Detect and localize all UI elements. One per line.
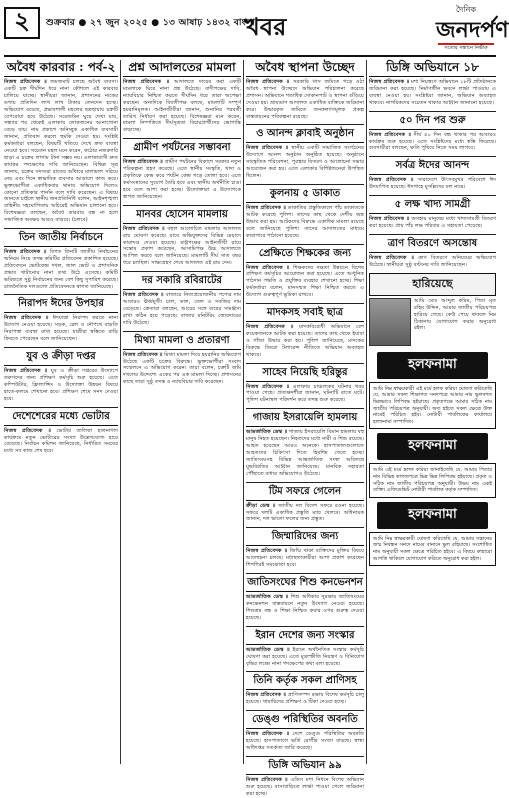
article — [246, 486, 364, 524]
article-body — [369, 255, 496, 269]
article-divider — [246, 124, 364, 125]
article-dateline: আন্তর্জাতিক ডেস্ক ॥ — [246, 429, 288, 436]
article-text: গ্রামীণ পর্যটনের বিকাশে সরকার নতুন পরিকল্পনা গ্রহণ করেছে। এতে স্থানীয় সংস্কৃতি, খাদ্য ও প্রকৃতিকে কেন্দ্র করে পর্যটন কেন্দ্র গড়ে তোলা হবে। এতে কর্মসংস্থানের সুযোগ তৈরি হবে এবং স্থানীয় অর্থনীতি চাঙা হবে বলে আশা করা হচ্ছে। উদ্যোক্তারা এ উদ্যোগকে স্বাগত জানিয়েছেন। — [123, 159, 242, 200]
article-divider — [246, 363, 364, 364]
article — [246, 60, 364, 120]
article-divider — [4, 407, 118, 408]
article-dateline: নিজস্ব প্রতিবেদক ॥ — [369, 177, 414, 184]
article-headline: ৫০ দিন পর শুরু — [369, 115, 496, 130]
article-text: দেশে ডেঙ্গু পরিস্থিতির অবনতি হয়েছে। হাসপাতালে ভর্তি রোগীর সংখ্যা বাড়ছে। স্বাস্থ্য অধিদপ্তর সতর্কতা জারি করেছে। — [246, 731, 364, 752]
article-text: শিক্ষকদের দক্ষতা উন্নয়নে বিশেষ প্রশিক্ষণ কর্মসূচির আয়োজন করা হয়েছে। এতে আধুনিক পাঠদান পদ্ধতি ও প্রযুক্তির ব্যবহার শেখানো হচ্ছে। শিক্ষা কর্মকর্তারা বলেন, মানসম্মত শিক্ষা নিশ্চিত করতে এ উদ্যোগ গুরুত্বপূর্ণ ভূমিকা রাখবে। — [246, 264, 364, 299]
article-divider — [123, 205, 241, 206]
article-headline: ডিঙ্গি অভিযানে ১৮ — [369, 60, 496, 77]
article-body — [246, 265, 364, 300]
article-headline: গ্রামীণ পর্যটনের সম্ভাবনা — [123, 142, 241, 157]
article-headline: ও আনন্দ ক্লাবাই অনুষ্ঠান — [246, 128, 364, 143]
article-text: অসহায় মানুষের মধ্যে খাদ্যসামগ্রী বিতরণ করা হয়েছে। প্রায় পাঁচ লক্ষ পরিবার এ সহায়তা পেয়েছে। — [369, 216, 497, 230]
article-dateline: নিজস্ব প্রতিবেদক ॥ — [369, 79, 410, 85]
article — [246, 188, 364, 240]
article-body — [246, 731, 364, 752]
article-text: ঈদযাত্রা নিরাপদ করতে নানা উদ্যোগ নেওয়া হয়েছে। সড়ক, রেল ও নৌপথে বাড়তি নিরাপত্তা ব্যবস্থা রাখা হয়েছে। যাত্রীরা স্বস্তিতে বাড়ি ফিরতে পেরেছেন বলে জানিয়েছেন। — [4, 315, 118, 343]
article-divider — [123, 331, 241, 332]
column-divider — [243, 60, 244, 764]
article-text: শিশু অধিকার সুরক্ষায় জাতিসংঘের কনভেনশন বাস্তবায়নে নতুন উদ্যোগ নেওয়া হয়েছে। শিশুশ্রম বন্ধ ও শিক্ষা নিশ্চিত করার ওপর গুরুত্ব দেওয়া হয়েছে। — [246, 594, 364, 621]
article — [123, 275, 241, 327]
article-body — [246, 429, 364, 477]
article-dateline: নিজস্ব প্রতিবেদক ॥ — [369, 254, 414, 261]
article-headline: ডিঙ্গি অভিযান ৯৯ — [246, 760, 364, 775]
article-headline: টিম সফরে গেলেন — [246, 486, 364, 501]
article-headline: কুলনায় ৫ ডাকাত — [246, 188, 364, 203]
article-text: গাজায় ইসরায়েলি বিমান হামলায় বহু মানুষ নিহত হয়েছেন। নিহতদের মধ্যে নারী ও শিশু রয়েছে। আহত হয়েছেন আরও অনেকে। হাসপাতালগুলোতে আহতদের চিকিৎসা দিতে হিমশিম খেতে হচ্ছে। জাতিসংঘসহ বিভিন্ন আন্তর্জাতিক সংস্থা অবিলম্বে যুদ্ধবিরতির আহ্বান জানিয়েছে। মানবিক সহায়তা পৌঁছাতে বাধার অভিযোগও উঠেছে। — [246, 429, 365, 477]
article-dateline: নিজস্ব প্রতিবেদক ॥ — [123, 225, 165, 232]
article-dateline: নিজস্ব প্রতিবেদক ॥ — [369, 216, 410, 223]
article-body — [246, 205, 364, 240]
article-text: এডিস মশা নিধনে বিশেষ অভিযান শুরু হয়েছে। বাসাবাড়িতে লার্ভা পাওয়া গেলে জরিমানা করা হচ্ছে। — [246, 776, 365, 797]
article-divider — [246, 408, 364, 409]
article-headline: দেশেশেরের মধ্যে ভোটার — [4, 411, 118, 426]
article-divider — [4, 294, 118, 295]
article-dateline: নিজস্ব প্রতিবেদক ॥ — [246, 145, 289, 152]
article-body — [246, 777, 364, 798]
article-divider — [123, 138, 241, 139]
article-text: ইরানে অর্থনৈতিক সংস্কার কর্মসূচি ঘোষণা করা হয়েছে। এতে মুদ্রাস্ফীতি নিয়ন্ত্রণ ও বিনিয়োগ বৃদ্ধির লক্ষ্যে নানা পদক্ষেপের কথা বলা হয়েছে। — [246, 646, 364, 667]
article-body — [246, 503, 364, 524]
article-dateline: নিজস্ব প্রতিবেদক ॥ — [4, 368, 48, 375]
article — [4, 351, 118, 403]
affidavit-notice — [369, 532, 496, 566]
lost-notice-text: আমি মোঃ আব্দুল করিম, পিতা মৃত রহিম উদ্দিন, আমার জাতীয় পরিচয়পত্র হারিয়ে গেছে। কেউ পেয়ে থাকলে নিম্ন ঠিকানায় যোগাযোগ করার অনুরোধ রইল। — [414, 297, 496, 332]
article-text: ডাকাতির প্রস্তুতিকালে পাঁচ ডাকাতকে আটক করেছে পুলিশ। তাদের কাছ থেকে দেশীয় অস্ত্র উদ্ধার করা হয়। আটকদের বিরুদ্ধে একাধিক মামলা রয়েছে বলে জানিয়েছে পুলিশ। তাদের আদালতের মাধ্যমে কারাগারে পাঠানো হয়েছে। — [246, 204, 364, 239]
article — [4, 298, 118, 343]
article-dateline: নিজস্ব প্রতিবেদক ॥ — [369, 131, 411, 138]
article-dateline: আন্তর্জাতিক ডেস্ক ॥ — [246, 594, 289, 601]
article — [246, 531, 364, 569]
article — [369, 160, 496, 191]
article-text: আদালতে দায়ের করা একটি মামলাকে ঘিরে নানা প্রশ্ন উঠেছে। বাদীপক্ষের দাবি, ন্যায়বিচার নিশ্চিত করতে দীর্ঘদিন ধরে তারা অপেক্ষা করছেন। অন্যদিকে বিবাদীপক্ষ বলছে, মামলাটি সম্পূর্ণ হয়রানিমূলক। আইনজীবীরা জানান, শুনানির পরবর্তী তারিখ নির্ধারণ করা হয়েছে। বিশেষজ্ঞরা মনে করেন, মামলা নিষ্পত্তিতে দীর্ঘসূত্রতা বিচারপ্রার্থীদের ভোগান্তি বাড়াচ্ছে। — [123, 79, 242, 134]
article-headline: মাদকসহ সবাই ছাত্র — [246, 307, 364, 322]
article — [246, 412, 364, 477]
article-text: জাতীয় দল বিদেশ সফরে রওনা হয়েছে। সফরে দলটি একাধিক প্রস্তুতি ম্যাচ খেলবে। অধিনায়ক জানান, দল ভালো ফলের জন্য প্রস্তুত। — [246, 502, 364, 523]
article-body — [4, 79, 118, 224]
article-text: এলাকায় চাঞ্চল্যকর ঘটনার খবর পাওয়া গেছে। প্রত্যক্ষদর্শীরা জানান, ঘটনাটি রাতে ঘটে। পুলিশ ঘটনাস্থল পরিদর্শন করে তদন্ত শুরু করেছে। — [246, 383, 364, 404]
article-body — [246, 145, 364, 180]
logo-tagline: সত্যের সন্ধানে নির্ভীক — [444, 45, 488, 51]
article — [246, 630, 364, 668]
article-headline: ডেঙ্গু পরিস্থিতির অবনতি — [246, 714, 364, 729]
article — [369, 115, 496, 153]
article-headline: দর সকারি রবিরাটের — [123, 275, 241, 290]
article-body — [4, 368, 118, 403]
column-divider — [366, 60, 367, 764]
article-dateline: নিজস্ব প্রতিবেদক ॥ — [123, 292, 164, 299]
article-divider — [4, 228, 118, 229]
article-dateline: আন্তর্জাতিক ডেস্ক ॥ — [246, 646, 290, 653]
article-dateline: নিজস্ব প্রতিবেদক ॥ — [4, 249, 47, 256]
person-photo — [369, 298, 411, 346]
article-dateline: নিজস্ব প্রতিবেদক ॥ — [246, 776, 288, 783]
article — [246, 714, 364, 752]
article-divider — [123, 271, 241, 272]
article-dateline: নিজস্ব প্রতিবেদক ॥ — [246, 79, 290, 85]
affidavit-text: আমি নিম্ন স্বাক্ষরকারী ঘোষণা করিতেছি যে, আমার সন্তানের জন্ম নিবন্ধন সনদে নামের বানানে ভুল রহিয়াছে। সংশোধিত নাম অনুযায়ী সকল ক্ষেত্রে পরিচিত হইবে। এ বিষয়ে কাহারো আপত্তি থাকিলে যোগাযোগ করিতে অনুরোধ করা হইল। — [373, 535, 492, 562]
article — [246, 307, 364, 359]
column-3 — [246, 60, 365, 797]
article-headline: জিম্মারিদের জন্য — [246, 531, 364, 546]
article-body — [123, 226, 241, 267]
article-divider — [246, 244, 364, 245]
article-body — [246, 548, 364, 569]
article-body — [246, 647, 364, 668]
article-divider — [246, 756, 364, 757]
article-dateline: ক্রীড়া ডেস্ক ॥ — [246, 502, 276, 509]
article-text: বহুল আলোচিত মামলায় আদালত রায় ঘোষণা করেছে। রায়ে অভিযুক্তদের বিভিন্ন মেয়াদে কারাদণ্ড দেওয়া হয়েছে। রাষ্ট্রপক্ষের আইনজীবী রায়ে সন্তোষ প্রকাশ করেছেন, আসামিপক্ষ উচ্চ আদালতে আপিল করবে বলে জানিয়েছে। মামলাটি দীর্ঘ সাত বছর ধরে চলছিল। সাক্ষ্যগ্রহণ শেষে আদালত এই রায় দেন। — [123, 225, 242, 267]
article-headline: ত্রাণ বিতরণে অসন্তোষ — [369, 238, 496, 253]
lost-notice-heading: হারিয়েছে — [369, 273, 496, 296]
affidavit-heading: হলফনামা — [377, 502, 488, 529]
article-headline: তিন জাতীয় নির্বাচনে — [4, 232, 118, 247]
article-headline: ৫ লক্ষ খাদ্য সামগ্রী — [369, 199, 496, 214]
article-dateline: নিজস্ব প্রতিবেদক ॥ — [246, 692, 286, 699]
column-1 — [4, 60, 118, 764]
article-text: যুব ও ক্রীড়া দপ্তরের উদ্যোগে তরুণদের জন্য প্রশিক্ষণ কর্মসূচি শুরু হয়েছে। এতে কম্পিউটার, ফ্রিল্যান্সিং ও উদ্যোক্তা উন্নয়ন বিষয়ে হাতে-কলমে শেখানো হবে। প্রশিক্ষণ শেষে সনদ দেওয়া হবে। — [4, 368, 118, 402]
article-headline: সর্বত্র ঈদের আনন্দ — [369, 160, 496, 175]
article-divider — [246, 710, 364, 711]
article-text: জমজমাট চলছে অবৈধ ব্যবসা। একটি চক্র দীর্ঘদিন ধরে নানা কৌশলে এই কারবার চালিয়ে যাচ্ছে। স্থানীয়রা জানান, প্রশাসনের নাকের ডগায় প্রতিদিন লাখ লাখ টাকার লেনদেন হচ্ছে। অভিযোগ রয়েছে, প্রভাবশালী মহলের ছত্রছায়ায় চক্রটি বেপরোয়া হয়ে উঠেছে। সরেজমিন ঘুরে দেখা যায়, সন্ধ্যার পর থেকেই এলাকায় লোকজনের আনাগোনা বেড়ে যায়। নাম প্রকাশে অনিচ্ছুক একাধিক ব্যবসায়ী জানান, প্রতিবাদ করলে হুমকি দেওয়া হয়। সংশ্লিষ্ট কর্মকর্তারা বলছেন, বিষয়টি খতিয়ে দেখে দ্রুত ব্যবস্থা নেওয়া হবে। সচেতন মহল মনে করেন, কঠোর নজরদারি ছাড়া এ চক্রের লাগাম টানা সম্ভব নয়। এলাকাবাসী দ্রুত কার্যকর পদক্ষেপের দাবি জানিয়েছেন। বিভিন্ন সূত্র জানায়, চক্রের সদস্যরা রাতের আঁধারে মালামাল সরিয়ে নেয় এবং দিনে স্বাভাবিক ব্যবসার আড়ালে কাজ করে। ভুক্তভোগীরা একাধিকবার থানায় অভিযোগ দিলেও কোনো প্রতিকার পাননি বলে দাবি করেছেন। এ বিষয়ে জানতে চাইলে স্থানীয় জনপ্রতিনিধি বলেন, আইনশৃঙ্খলা বাহিনীর সহযোগিতায় অচিরেই অভিযান চালানো হবে। বিশেষজ্ঞরা বলছেন, অবৈধ কারবার বন্ধ না হলে সামাজিক অবক্ষয় আরও বাড়বে। (চলবে) — [4, 79, 119, 224]
lost-notice — [369, 298, 496, 348]
article-divider — [4, 347, 118, 348]
article-divider — [246, 671, 364, 672]
date-line: শুক্রবার ● ২৭ জুন ২০২৫ ● ১৩ আষাঢ় ১৪৩২ বাংলা — [46, 18, 256, 28]
article-dateline: নিজস্ব প্রতিবেদক ॥ — [4, 79, 47, 85]
article-headline: নিরাপদ ঈদের উপহার — [4, 298, 118, 313]
article-headline: প্রশ্ন আদালতের মামলা — [123, 60, 241, 77]
article-headline: তিনি কর্তৃক সকল প্রাণিসহ — [246, 675, 364, 690]
article-dateline: নিজস্ব প্রতিবেদক ॥ — [246, 324, 294, 331]
article-body — [246, 692, 364, 706]
affidavit-heading: হলফনামা — [377, 433, 488, 460]
article-body — [369, 216, 496, 230]
article-dateline: নিজস্ব প্রতিবেদক ॥ — [123, 159, 163, 166]
article-dateline: নিজস্ব প্রতিবেদক ॥ — [246, 204, 286, 211]
article-divider — [246, 527, 364, 528]
logo-name: জনদর্পণ — [436, 17, 509, 43]
article-divider — [246, 303, 364, 304]
article-dateline: নিজস্ব প্রতিবেদক ॥ — [246, 548, 288, 555]
article-text: সরকারি খাস জমিতে গড়ে ওঠা অবৈধ স্থাপনা উচ্ছেদে অভিযান পরিচালনা করেছে প্রশাসন। অভিযানে শতাধিক দোকানপাট ও স্থাপনা গুঁড়িয়ে দেওয়া হয়। ভ্রাম্যমাণ আদালত একাধিক ব্যক্তিকে জরিমানা করে। উদ্ধারকৃত জমিতে জনকল্যাণমূলক প্রকল্প বাস্তবায়নের পরিকল্পনা রয়েছে। — [246, 79, 364, 120]
article-divider — [246, 626, 364, 627]
article-headline: প্রেক্ষিতে শিক্ষকের জন্য — [246, 248, 364, 263]
article-text: বিগত তিনটি জাতীয় নির্বাচনের অনিয়ম নিয়ে তদন্ত কমিটির প্রতিবেদন প্রকাশিত হয়েছে। প্রতিবেদনে ভোটকেন্দ্র দখল, জাল ভোট ও প্রশাসনিক প্রভাব খাটানোর নানা তথ্য উঠে এসেছে। কমিটি ভবিষ্যতে সুষ্ঠু নির্বাচনের জন্য বেশ কিছু সুপারিশ করেছে। রাজনৈতিক দলগুলো প্রতিবেদনকে স্বাগত জানিয়েছে। — [4, 249, 119, 290]
article-divider — [246, 184, 364, 185]
column-divider — [120, 60, 121, 764]
article-divider — [369, 156, 496, 157]
article-body — [4, 428, 118, 456]
article-text: প্রাণিসম্পদ রক্ষায় বিশেষ কর্মসূচি চালু হয়েছে। খামারিদের প্রশিক্ষণ ও টিকা দেওয়া হচ্ছে। — [246, 692, 364, 706]
article-headline: গাজায় ইসরায়েলি হামলায় — [246, 412, 364, 427]
article — [369, 238, 496, 269]
article-headline: মানবর হোসেন মামলায় — [123, 209, 241, 224]
article-headline: যুব ও ক্রীড়া দপ্তর — [4, 351, 118, 366]
article — [246, 128, 364, 180]
article-text: জিম্মি থাকা ব্যক্তিদের মুক্তির বিষয়ে আলোচনা চলছে। মধ্যস্থতাকারীরা আশা প্রকাশ করেছেন শিগগিরই সমঝোতা হবে। — [246, 548, 364, 569]
article-divider — [369, 195, 496, 196]
article-body — [246, 79, 364, 120]
article-text: দীর্ঘ ৫০ দিন বন্ধ থাকার পর আবারও কার্যক্রম শুরু হয়েছে। এতে সংশ্লিষ্টদের মধ্যে স্বস্তি ফিরেছে। ব্যবসায়ীরা বলছেন, ক্ষতি পুষিয়ে নিতে সময় লাগবে। — [369, 131, 496, 152]
affidavit-text: আমি এই মর্মে হলফ করিয়া জানাইতেছি যে, আমার পিতার নাম বিভিন্ন কাগজপত্রে ভিন্ন ভিন্ন লিপিবদ্ধ হইয়াছে। প্রকৃত ও সঠিক নাম জাতীয় পরিচয়পত্র অনুযায়ী। উভয় নাম একই ব্যক্তি। এফিডেভিট নোটারী পাবলিক কর্তৃক সম্পাদিত। — [373, 467, 492, 494]
article-body — [123, 352, 241, 387]
article-divider — [246, 482, 364, 483]
article-text: সারাদেশে উৎসবমুখর পরিবেশে ঈদ উদযাপিত হয়েছে। ঈদগাহে মুসল্লিদের ঢল নামে। — [369, 177, 496, 191]
masthead — [4, 3, 509, 57]
section-title: খবর — [244, 12, 287, 41]
column-4 — [369, 60, 496, 764]
article-dateline: নিজস্ব প্রতিবেদক ॥ — [246, 383, 290, 390]
article-body — [4, 315, 118, 343]
article-body — [246, 594, 364, 622]
affidavit-notice — [369, 463, 496, 497]
article — [123, 60, 241, 134]
article — [123, 209, 241, 267]
article-body — [4, 249, 118, 290]
page-number: ২ — [4, 7, 40, 39]
article — [4, 60, 118, 224]
article-text: মশা নিয়ন্ত্রণে অভিযানে ১৮টি প্রতিষ্ঠানকে জরিমানা করা হয়েছে। নির্মাণাধীন ভবনে লার্ভা পাওয়ায় এ ব্যবস্থা নেওয়া হয়। সংশ্লিষ্টরা জানান, অভিযান অব্যাহত থাকবে। নাগরিকদের সচেতন থাকার আহ্বান জানানো হয়েছে। — [369, 79, 497, 106]
article-headline: অবৈধ কারবার : পর্ব-২ — [4, 60, 118, 77]
article — [369, 199, 496, 230]
article-text: মাদকবিরোধী অভিযানে বেশ কয়েকজনকে আটক করা হয়েছে। তাদের কাছ থেকে ইয়াবা ও গাঁজা উদ্ধার করা হয়। পুলিশ জানিয়েছে, মাদকের বিরুদ্ধে জিরো টলারেন্স নীতিতে অভিযান অব্যাহত থাকবে। — [246, 324, 364, 358]
article-dateline: নিজস্ব প্রতিবেদক ॥ — [246, 731, 290, 738]
article — [246, 248, 364, 300]
article-body — [123, 159, 241, 200]
article-body — [123, 292, 241, 327]
article-body — [123, 79, 241, 134]
article-text: ত্রাণ বিতরণে অনিয়মের অভিযোগ উঠেছে। স্থানীয়রা সুষ্ঠু বণ্টনের দাবি জানিয়েছেন। — [369, 254, 496, 268]
article-dateline: নিজস্ব প্রতিবেদক ॥ — [246, 264, 290, 271]
affidavit-text: আমি নিম্ন স্বাক্ষরকারী এই মর্মে হলফ করিয়া ঘোষণা করিতেছি যে, আমার সকল শিক্ষাগত সনদপত্রে আমার নাম ভুলবশত ভিন্নভাবে লিপিবদ্ধ হইয়াছে। প্রকৃতপক্ষে আমার সঠিক নাম জাতীয় পরিচয়পত্র অনুযায়ী। অদ্য হইতে সকল ক্ষেত্রে উক্ত নামেই পরিচিত হইব। নোটারী পাবলিকের কার্যালয়ে হলফনামা সম্পাদিত। — [373, 385, 492, 425]
article — [4, 232, 118, 290]
article-dateline: নিজস্ব প্রতিবেদক ॥ — [123, 79, 170, 85]
article-dateline: নিজস্ব প্রতিবেদক ॥ — [123, 351, 163, 358]
article-dateline: নিজস্ব প্রতিবেদক ॥ — [4, 427, 51, 434]
article — [246, 577, 364, 622]
newspaper-logo — [436, 3, 509, 53]
article-divider — [369, 111, 496, 112]
article-body — [246, 384, 364, 405]
article-body — [246, 324, 364, 359]
article — [246, 367, 364, 405]
logo-prefix: দৈনিক — [455, 5, 477, 14]
article-text: ভোটার তালিকা হালনাগাদ কার্যক্রমে নতুন ভোটারের সংখ্যা উল্লেখযোগ্য হারে বেড়েছে। নির্বাচন কমিশন জানিয়েছে, নির্ধারিত সময়ের মধ্যে সব কাজ শেষ হবে। — [4, 427, 118, 455]
article-body — [369, 79, 496, 107]
article-headline: অবৈধ স্থাপনা উচ্ছেদ — [246, 60, 364, 77]
article-body — [369, 177, 496, 191]
article — [123, 335, 241, 387]
article — [369, 60, 496, 107]
article-text: বাজারে নিত্যপ্রয়োজনীয় পণ্যের দাম আবারও ঊর্ধ্বমুখী। চাল, ডাল, তেল ও সবজির দাম বেড়েছে। ক্রেতারা বলছেন, আয়ের সঙ্গে ব্যয়ের সামঞ্জস্য রাখা কঠিন হয়ে পড়েছে। বাজার মনিটরিং জোরদারের দাবি উঠেছে। — [123, 292, 242, 326]
affidavit-heading: হলফনামা — [377, 352, 488, 379]
article-divider — [246, 573, 364, 574]
column-2 — [123, 60, 241, 764]
article-headline: জাতিসংঘের শিশু কনভেনশন — [246, 577, 364, 592]
article — [123, 142, 241, 200]
article-headline: সাহেব নিয়েছি হরিন্তুর — [246, 367, 364, 382]
article-headline: ইরান দেশের জন্য সংস্কার — [246, 630, 364, 645]
article-text: মিথ্যা মামলা দিয়ে হয়রানির অভিযোগ উঠেছে একটি চক্রের বিরুদ্ধে। ভুক্তভোগীরা সংবাদ সম্মেলনে এ অভিযোগ করেন। তারা বলেন, চক্রটি জমি দখলের উদ্দেশ্যে একের পর এক মামলা দিচ্ছে। প্রশাসনের কাছে তারা সুষ্ঠু তদন্ত ও ন্যায়বিচার দাবি করেছেন। — [123, 351, 241, 386]
article — [246, 675, 364, 706]
article-text: স্থানীয় একটি সামাজিক সংগঠনের উদ্যোগে আনন্দ অনুষ্ঠান অনুষ্ঠিত হয়েছে। অনুষ্ঠানে সাংস্কৃতিক পরিবেশনা, পুরস্কার বিতরণ ও আলোচনা সভার আয়োজন করা হয়। এতে এলাকার বিশিষ্টজনেরা উপস্থিত ছিলেন। — [246, 145, 364, 180]
affidavit-notice — [369, 382, 496, 430]
article-headline: মিথ্যা মামলা ও প্রতারণা — [123, 335, 241, 350]
article-divider — [369, 234, 496, 235]
article — [4, 411, 118, 456]
article — [246, 760, 364, 798]
article-body — [369, 132, 496, 153]
article-dateline: নিজস্ব প্রতিবেদক ॥ — [4, 315, 49, 322]
